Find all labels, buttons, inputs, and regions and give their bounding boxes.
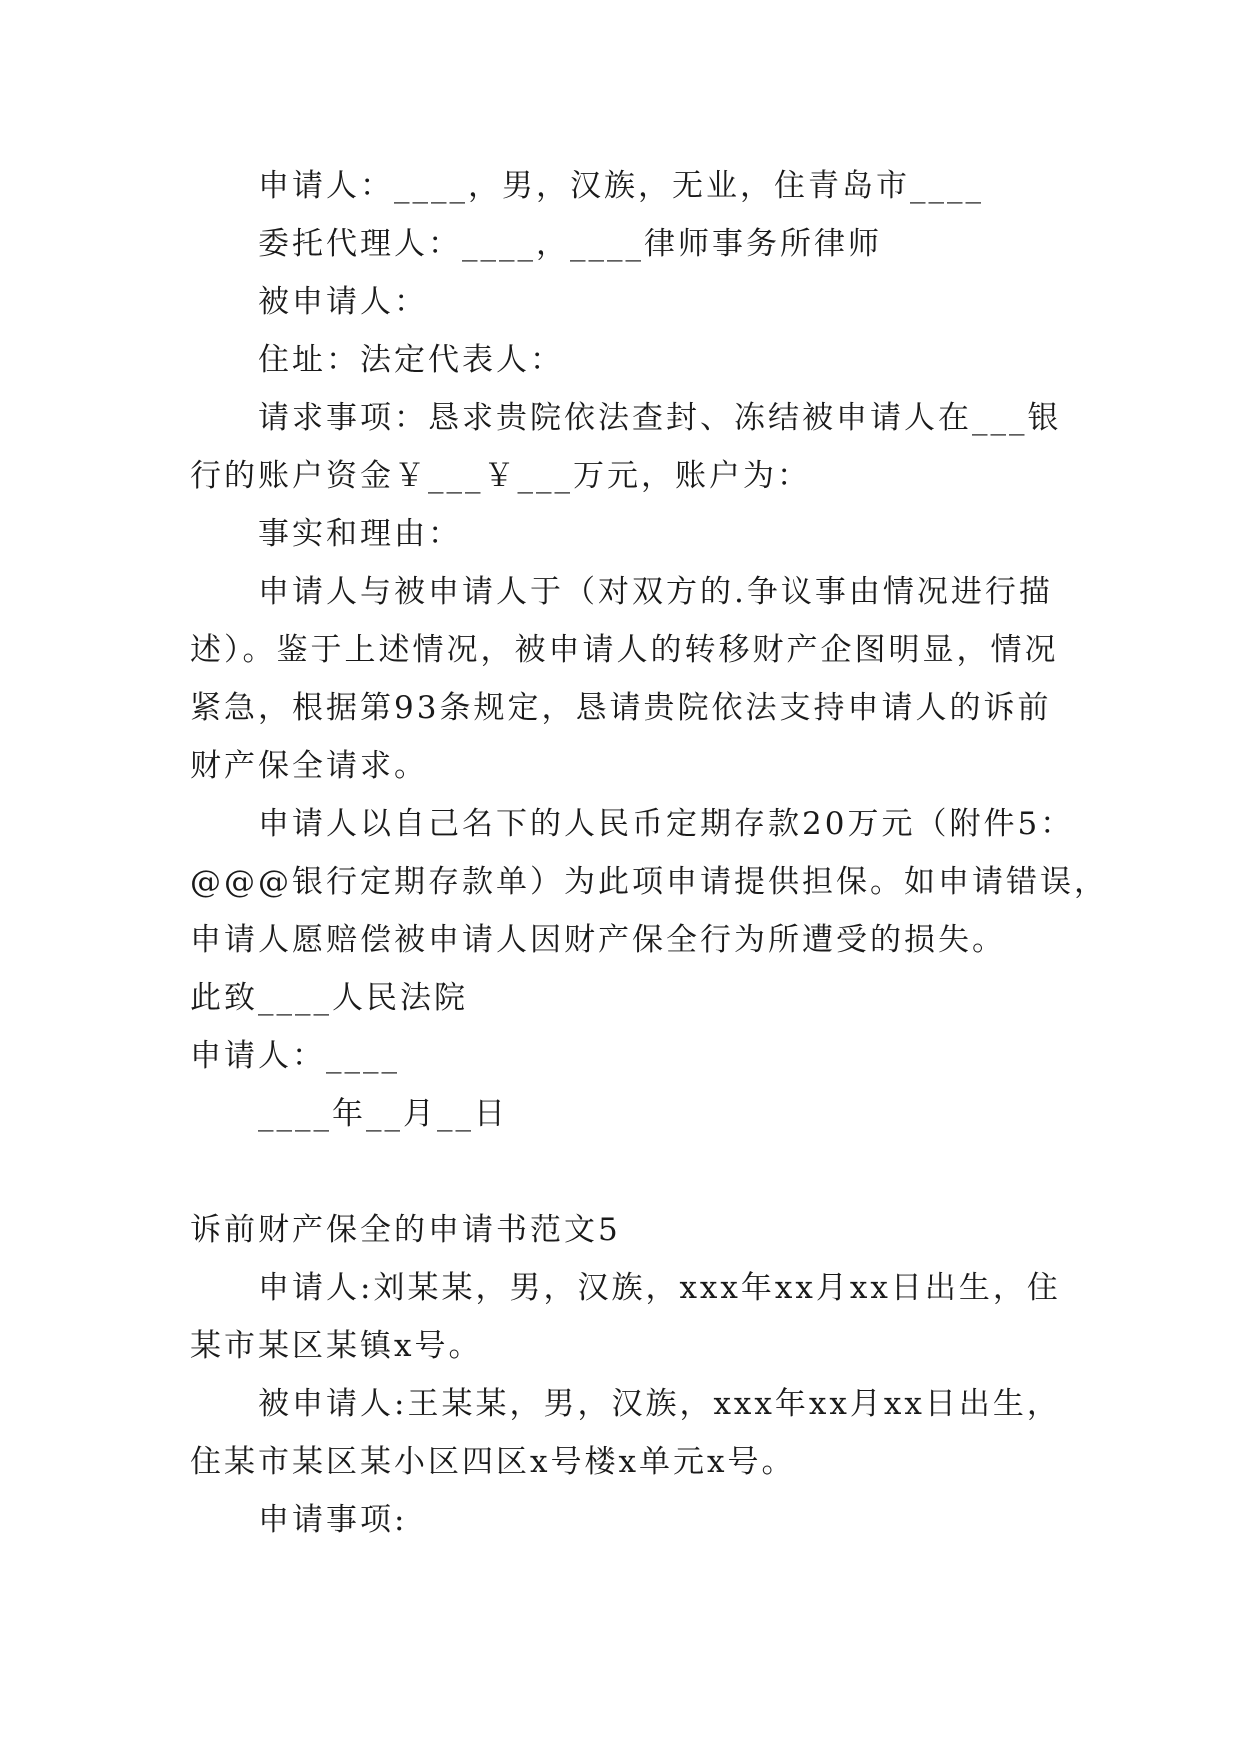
facts-paragraph-line: 申请人与被申请人于（对双方的.争议事由情况进行描 [258,574,1053,610]
section-title: 诉前财产保全的申请书范文5 [190,1212,621,1248]
request-items-heading: 申请事项: [258,1502,408,1538]
facts-paragraph-line: 财产保全请求。 [190,748,428,784]
agent-line: 委托代理人：____，____律师事务所律师 [258,226,882,262]
applicant-info-line: 申请人:刘某某，男，汉族，xxx年xx月xx日出生，住 [258,1270,1061,1306]
guarantee-paragraph-line: 申请人以自己名下的人民币定期存款20万元（附件5： [258,806,1075,842]
request-line: 请求事项：恳求贵院依法查封、冻结被申请人在___银 [258,400,1062,436]
applicant-info-line: 某市某区某镇x号。 [190,1328,483,1364]
respondent-info-line: 住某市某区某小区四区x号楼x单元x号。 [190,1444,796,1480]
guarantee-paragraph-line: 申请人愿赔偿被申请人因财产保全行为所遭受的损失。 [190,922,1006,958]
date-line: ____年__月__日 [258,1096,508,1132]
facts-paragraph-line: 紧急，根据第93条规定，恳请贵院依法支持申请人的诉前 [190,690,1052,726]
facts-heading: 事实和理由： [258,516,462,552]
guarantee-paragraph-line: @@@银行定期存款单）为此项申请提供担保。如申请错误， [190,864,1108,900]
address-line: 住址：法定代表人： [258,342,564,378]
facts-paragraph-line: 述）。鉴于上述情况，被申请人的转移财产企图明显，情况 [190,632,1059,668]
signature-line: 申请人：____ [190,1038,400,1074]
applicant-line: 申请人：____，男，汉族，无业，住青岛市____ [258,168,984,204]
respondent-line: 被申请人： [258,284,428,320]
salutation-line: 此致____人民法院 [190,980,468,1016]
request-line-cont: 行的账户资金￥___￥___万元，账户为： [190,458,811,494]
respondent-info-line: 被申请人:王某某，男，汉族，xxx年xx月xx日出生， [258,1386,1061,1422]
